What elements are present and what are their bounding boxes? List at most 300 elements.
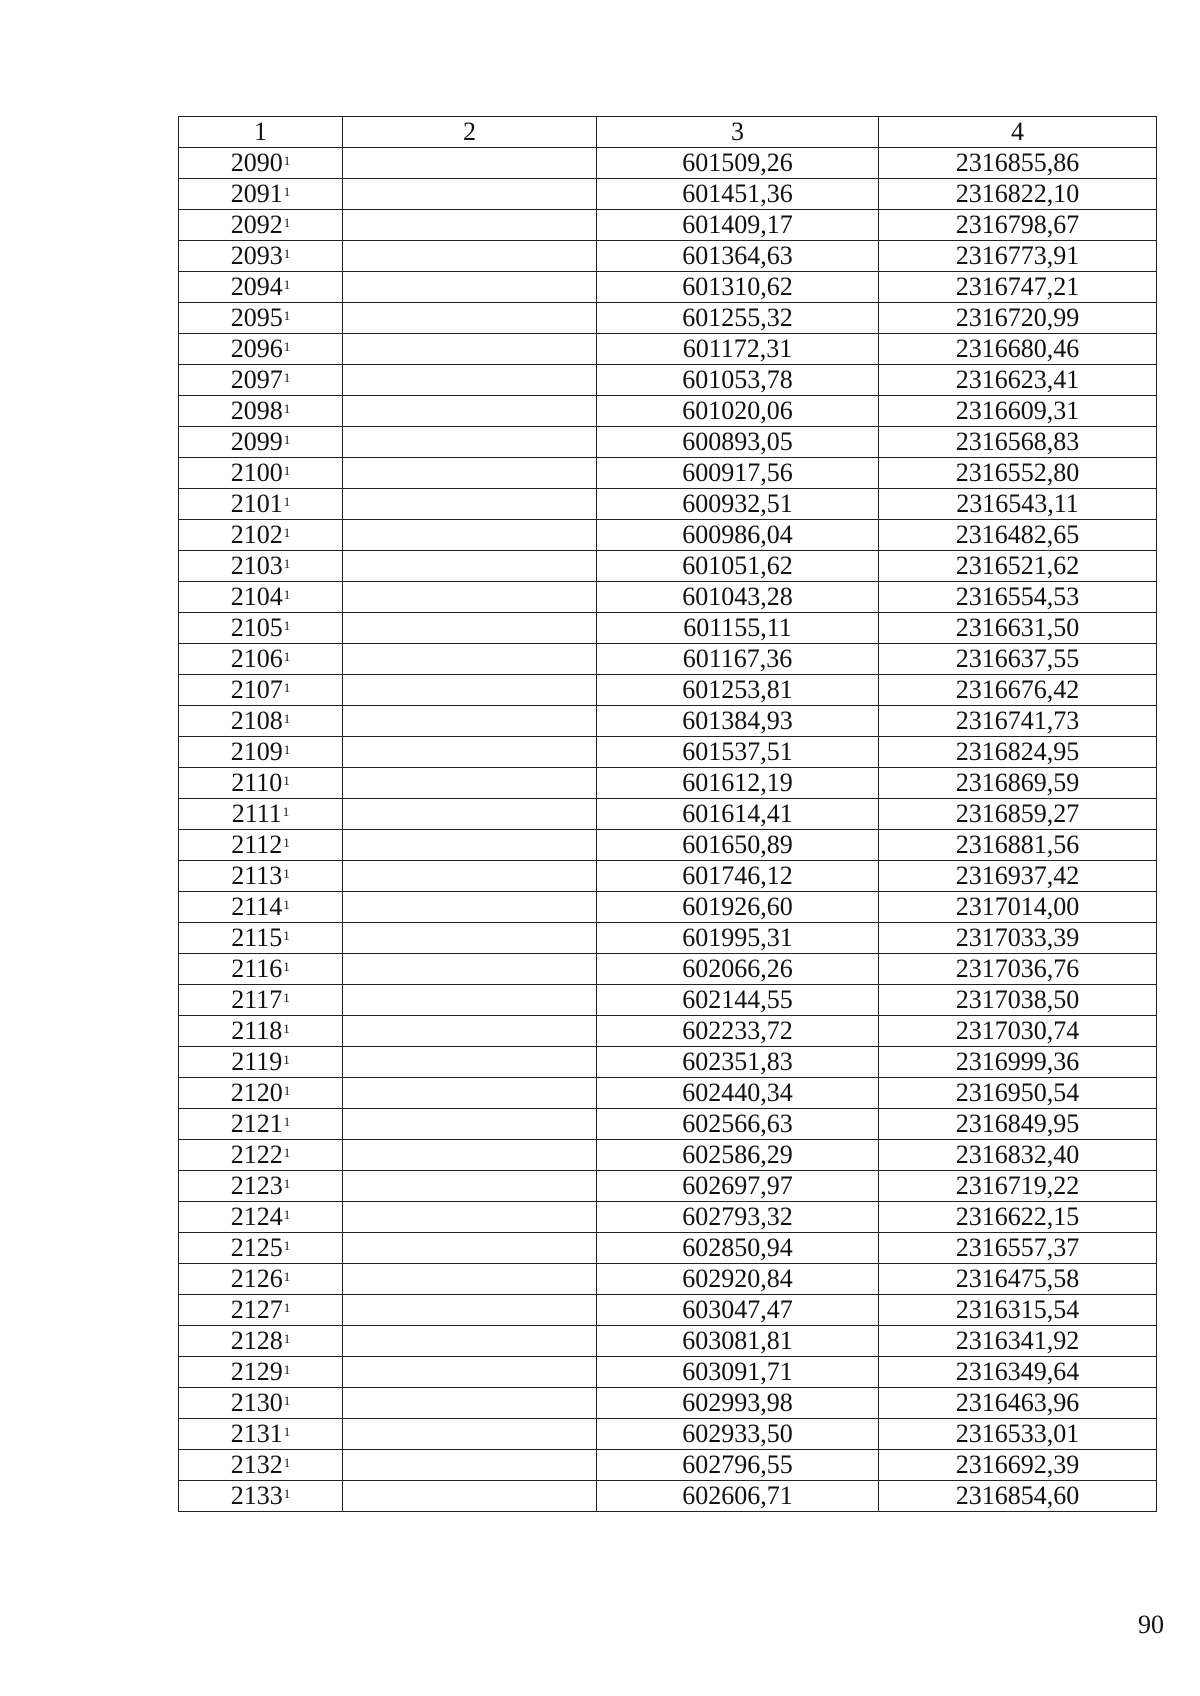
table-row: [179, 768, 1157, 799]
x-coordinate-cell: 602933,50: [597, 1419, 879, 1450]
point-number-superscript: 1: [283, 153, 291, 168]
point-number-superscript: 1: [283, 370, 291, 385]
y-coordinate-cell: 2316631,50: [879, 613, 1157, 644]
table-row: [179, 799, 1157, 830]
x-coordinate-cell: 602351,83: [597, 1047, 879, 1078]
point-number: 2109: [230, 737, 283, 766]
point-number-superscript: 1: [283, 1300, 291, 1315]
point-number: 2092: [230, 210, 283, 239]
point-number-cell: [179, 1078, 343, 1109]
column-2-cell: [343, 1450, 597, 1481]
table-row: [179, 241, 1157, 272]
column-header-3: 3: [597, 117, 879, 148]
table-row: [179, 272, 1157, 303]
point-number-superscript: 1: [283, 680, 291, 695]
table-row: [179, 830, 1157, 861]
column-2-cell: [343, 520, 597, 551]
table-row: [179, 1481, 1157, 1512]
column-2-cell: [343, 1326, 597, 1357]
y-coordinate-cell: 2316521,62: [879, 551, 1157, 582]
point-number: 2102: [230, 520, 283, 549]
table-row: [179, 861, 1157, 892]
y-coordinate-cell: 2316609,31: [879, 396, 1157, 427]
column-2-cell: [343, 830, 597, 861]
point-number-cell: [179, 396, 343, 427]
y-coordinate-cell: 2316824,95: [879, 737, 1157, 768]
table-row: [179, 1016, 1157, 1047]
point-number: 2132: [230, 1450, 283, 1479]
y-coordinate-cell: 2316741,73: [879, 706, 1157, 737]
table-row: [179, 303, 1157, 334]
point-number-superscript: 1: [283, 494, 291, 509]
point-number-cell: [179, 1388, 343, 1419]
column-2-cell: [343, 582, 597, 613]
point-number-cell: [179, 737, 343, 768]
y-coordinate-cell: 2316937,42: [879, 861, 1157, 892]
x-coordinate-cell: 602233,72: [597, 1016, 879, 1047]
point-number: 2100: [230, 458, 283, 487]
point-number: 2098: [230, 396, 283, 425]
point-number-cell: [179, 1202, 343, 1233]
column-2-cell: [343, 1171, 597, 1202]
table-row: [179, 1233, 1157, 1264]
x-coordinate-cell: 601509,26: [597, 148, 879, 179]
point-number: 2093: [230, 241, 283, 270]
point-number-superscript: 1: [283, 1021, 290, 1036]
y-coordinate-cell: 2316557,37: [879, 1233, 1157, 1264]
point-number-cell: [179, 1264, 343, 1295]
point-number-cell: [179, 1109, 343, 1140]
table-row: [179, 396, 1157, 427]
point-number: 2115: [231, 923, 283, 952]
table-row: [179, 1202, 1157, 1233]
y-coordinate-cell: 2316692,39: [879, 1450, 1157, 1481]
point-number-superscript: 1: [283, 246, 291, 261]
x-coordinate-cell: 600986,04: [597, 520, 879, 551]
column-2-cell: [343, 985, 597, 1016]
x-coordinate-cell: 601384,93: [597, 706, 879, 737]
column-2-cell: [343, 644, 597, 675]
x-coordinate-cell: 601746,12: [597, 861, 879, 892]
x-coordinate-cell: 602993,98: [597, 1388, 879, 1419]
column-2-cell: [343, 1140, 597, 1171]
point-number-superscript: 1: [283, 1424, 291, 1439]
point-number-superscript: 1: [283, 773, 290, 788]
column-2-cell: [343, 1295, 597, 1326]
table-row: [179, 706, 1157, 737]
x-coordinate-cell: 602606,71: [597, 1481, 879, 1512]
x-coordinate-cell: 601051,62: [597, 551, 879, 582]
table-row: [179, 334, 1157, 365]
x-coordinate-cell: 601537,51: [597, 737, 879, 768]
point-number: 2118: [231, 1016, 283, 1045]
y-coordinate-cell: 2316676,42: [879, 675, 1157, 706]
point-number-cell: [179, 799, 343, 830]
point-number-cell: [179, 861, 343, 892]
column-2-cell: [343, 334, 597, 365]
point-number-cell: [179, 1233, 343, 1264]
table-row: [179, 1326, 1157, 1357]
y-coordinate-cell: 2316859,27: [879, 799, 1157, 830]
column-2-cell: [343, 1419, 597, 1450]
point-number-cell: [179, 582, 343, 613]
column-header-4: 4: [879, 117, 1157, 148]
point-number-superscript: 1: [283, 866, 290, 881]
table-row: [179, 1450, 1157, 1481]
column-2-cell: [343, 1047, 597, 1078]
table-row: [179, 1140, 1157, 1171]
column-2-cell: [343, 1078, 597, 1109]
point-number-cell: [179, 923, 343, 954]
point-number-superscript: 1: [283, 742, 291, 757]
coordinates-table: [178, 116, 1157, 1512]
point-number-superscript: 1: [283, 587, 291, 602]
point-number-superscript: 1: [283, 928, 290, 943]
y-coordinate-cell: 2316552,80: [879, 458, 1157, 489]
x-coordinate-cell: 601364,63: [597, 241, 879, 272]
table-row: [179, 737, 1157, 768]
point-number-cell: [179, 179, 343, 210]
column-2-cell: [343, 179, 597, 210]
column-2-cell: [343, 396, 597, 427]
y-coordinate-cell: 2317033,39: [879, 923, 1157, 954]
point-number: 2123: [230, 1171, 283, 1200]
point-number-superscript: 1: [283, 463, 291, 478]
point-number-cell: [179, 334, 343, 365]
point-number: 2127: [230, 1295, 283, 1324]
y-coordinate-cell: 2316315,54: [879, 1295, 1157, 1326]
column-2-cell: [343, 737, 597, 768]
point-number-superscript: 1: [283, 618, 291, 633]
point-number: 2097: [230, 365, 283, 394]
column-2-cell: [343, 489, 597, 520]
x-coordinate-cell: 601612,19: [597, 768, 879, 799]
point-number: 2122: [230, 1140, 283, 1169]
y-coordinate-cell: 2316854,60: [879, 1481, 1157, 1512]
point-number-superscript: 1: [283, 1083, 291, 1098]
column-header-2: 2: [343, 117, 597, 148]
point-number: 2117: [231, 985, 283, 1014]
y-coordinate-cell: 2316881,56: [879, 830, 1157, 861]
x-coordinate-cell: 601253,81: [597, 675, 879, 706]
column-2-cell: [343, 861, 597, 892]
y-coordinate-cell: 2316463,96: [879, 1388, 1157, 1419]
x-coordinate-cell: 602920,84: [597, 1264, 879, 1295]
point-number-superscript: 1: [283, 1207, 291, 1222]
x-coordinate-cell: 602796,55: [597, 1450, 879, 1481]
table-row: [179, 985, 1157, 1016]
table-row: [179, 1295, 1157, 1326]
point-number-cell: [179, 706, 343, 737]
y-coordinate-cell: 2316773,91: [879, 241, 1157, 272]
table-row: [179, 892, 1157, 923]
point-number-cell: [179, 1450, 343, 1481]
point-number-superscript: 1: [283, 1455, 291, 1470]
point-number-cell: [179, 303, 343, 334]
point-number-superscript: 1: [283, 1486, 291, 1501]
point-number-cell: [179, 1016, 343, 1047]
y-coordinate-cell: 2316533,01: [879, 1419, 1157, 1450]
point-number-cell: [179, 458, 343, 489]
y-coordinate-cell: 2316832,40: [879, 1140, 1157, 1171]
column-2-cell: [343, 365, 597, 396]
column-2-cell: [343, 954, 597, 985]
point-number-cell: [179, 1140, 343, 1171]
column-2-cell: [343, 272, 597, 303]
point-number: 2126: [230, 1264, 283, 1293]
point-number: 2094: [230, 272, 283, 301]
x-coordinate-cell: 600893,05: [597, 427, 879, 458]
point-number: 2091: [230, 179, 283, 208]
x-coordinate-cell: 601409,17: [597, 210, 879, 241]
point-number: 2120: [230, 1078, 283, 1107]
x-coordinate-cell: 601310,62: [597, 272, 879, 303]
y-coordinate-cell: 2316543,11: [879, 489, 1157, 520]
point-number: 2099: [230, 427, 283, 456]
point-number-cell: [179, 272, 343, 303]
point-number-superscript: 1: [283, 339, 291, 354]
table-row: [179, 1047, 1157, 1078]
table-row: [179, 1388, 1157, 1419]
point-number-superscript: 1: [283, 1052, 290, 1067]
y-coordinate-cell: 2316341,92: [879, 1326, 1157, 1357]
point-number-superscript: 1: [283, 401, 291, 416]
header-row: [179, 117, 1157, 148]
column-2-cell: [343, 675, 597, 706]
point-number-superscript: 1: [283, 1176, 291, 1191]
point-number: 2111: [231, 799, 282, 828]
column-2-cell: [343, 768, 597, 799]
point-number-superscript: 1: [283, 525, 291, 540]
x-coordinate-cell: 601614,41: [597, 799, 879, 830]
x-coordinate-cell: 603081,81: [597, 1326, 879, 1357]
x-coordinate-cell: 602066,26: [597, 954, 879, 985]
point-number-superscript: 1: [283, 308, 291, 323]
column-2-cell: [343, 458, 597, 489]
point-number-cell: [179, 148, 343, 179]
y-coordinate-cell: 2316720,99: [879, 303, 1157, 334]
table-row: [179, 644, 1157, 675]
point-number: 2112: [231, 830, 283, 859]
column-2-cell: [343, 210, 597, 241]
x-coordinate-cell: 601167,36: [597, 644, 879, 675]
column-2-cell: [343, 1202, 597, 1233]
point-number-superscript: 1: [283, 990, 290, 1005]
point-number-superscript: 1: [283, 215, 291, 230]
table-row: [179, 458, 1157, 489]
point-number-superscript: 1: [283, 897, 290, 912]
x-coordinate-cell: 601020,06: [597, 396, 879, 427]
x-coordinate-cell: 601255,32: [597, 303, 879, 334]
point-number-cell: [179, 1295, 343, 1326]
point-number-superscript: 1: [283, 711, 291, 726]
table-row: [179, 520, 1157, 551]
table-row: [179, 1357, 1157, 1388]
point-number-cell: [179, 830, 343, 861]
y-coordinate-cell: 2316349,64: [879, 1357, 1157, 1388]
y-coordinate-cell: 2316637,55: [879, 644, 1157, 675]
point-number-cell: [179, 520, 343, 551]
column-2-cell: [343, 303, 597, 334]
table-row: [179, 489, 1157, 520]
x-coordinate-cell: 601650,89: [597, 830, 879, 861]
table-row: [179, 1109, 1157, 1140]
x-coordinate-cell: 602586,29: [597, 1140, 879, 1171]
y-coordinate-cell: 2317036,76: [879, 954, 1157, 985]
y-coordinate-cell: 2316482,65: [879, 520, 1157, 551]
table-row: [179, 1078, 1157, 1109]
y-coordinate-cell: 2316869,59: [879, 768, 1157, 799]
y-coordinate-cell: 2316950,54: [879, 1078, 1157, 1109]
column-2-cell: [343, 706, 597, 737]
point-number-cell: [179, 1357, 343, 1388]
table-row: [179, 210, 1157, 241]
column-2-cell: [343, 1016, 597, 1047]
point-number-superscript: 1: [283, 277, 291, 292]
y-coordinate-cell: 2317014,00: [879, 892, 1157, 923]
table-row: [179, 675, 1157, 706]
point-number-cell: [179, 985, 343, 1016]
point-number: 2131: [230, 1419, 283, 1448]
column-2-cell: [343, 1481, 597, 1512]
point-number-superscript: 1: [283, 556, 291, 571]
table-row: [179, 582, 1157, 613]
point-number: 2104: [230, 582, 283, 611]
x-coordinate-cell: 601155,11: [597, 613, 879, 644]
point-number: 2113: [231, 861, 283, 890]
point-number: 2125: [230, 1233, 283, 1262]
point-number-cell: [179, 1047, 343, 1078]
point-number-cell: [179, 551, 343, 582]
point-number: 2128: [230, 1326, 283, 1355]
x-coordinate-cell: 601451,36: [597, 179, 879, 210]
column-2-cell: [343, 1109, 597, 1140]
point-number-superscript: 1: [283, 432, 291, 447]
table-row: [179, 1419, 1157, 1450]
point-number: 2107: [230, 675, 283, 704]
table-row: [179, 613, 1157, 644]
y-coordinate-cell: 2316849,95: [879, 1109, 1157, 1140]
y-coordinate-cell: 2317030,74: [879, 1016, 1157, 1047]
point-number: 2130: [230, 1388, 283, 1417]
point-number-cell: [179, 644, 343, 675]
point-number-cell: [179, 365, 343, 396]
point-number-cell: [179, 892, 343, 923]
point-number-cell: [179, 768, 343, 799]
y-coordinate-cell: 2316622,15: [879, 1202, 1157, 1233]
y-coordinate-cell: 2316554,53: [879, 582, 1157, 613]
x-coordinate-cell: 601043,28: [597, 582, 879, 613]
point-number-cell: [179, 241, 343, 272]
y-coordinate-cell: 2316568,83: [879, 427, 1157, 458]
point-number-superscript: 1: [283, 1114, 291, 1129]
point-number-cell: [179, 1326, 343, 1357]
y-coordinate-cell: 2316747,21: [879, 272, 1157, 303]
table-row: [179, 365, 1157, 396]
point-number-cell: [179, 675, 343, 706]
point-number-superscript: 1: [282, 804, 290, 819]
column-2-cell: [343, 1357, 597, 1388]
point-number-superscript: 1: [283, 1269, 291, 1284]
x-coordinate-cell: 602793,32: [597, 1202, 879, 1233]
point-number: 2095: [230, 303, 283, 332]
table-header: [179, 117, 1157, 148]
point-number: 2101: [230, 489, 283, 518]
table-body: [179, 148, 1157, 1512]
x-coordinate-cell: 600932,51: [597, 489, 879, 520]
column-2-cell: [343, 613, 597, 644]
y-coordinate-cell: 2317038,50: [879, 985, 1157, 1016]
column-2-cell: [343, 1233, 597, 1264]
point-number-superscript: 1: [283, 1331, 291, 1346]
x-coordinate-cell: 603047,47: [597, 1295, 879, 1326]
table-row: [179, 179, 1157, 210]
page-number: 90: [1138, 1610, 1164, 1639]
y-coordinate-cell: 2316680,46: [879, 334, 1157, 365]
y-coordinate-cell: 2316798,67: [879, 210, 1157, 241]
y-coordinate-cell: 2316855,86: [879, 148, 1157, 179]
point-number-superscript: 1: [283, 1362, 291, 1377]
table-row: [179, 148, 1157, 179]
point-number-superscript: 1: [283, 649, 291, 664]
x-coordinate-cell: 602144,55: [597, 985, 879, 1016]
point-number: 2121: [230, 1109, 283, 1138]
point-number: 2133: [230, 1481, 283, 1510]
x-coordinate-cell: 600917,56: [597, 458, 879, 489]
point-number-cell: [179, 613, 343, 644]
point-number: 2129: [230, 1357, 283, 1386]
x-coordinate-cell: 601995,31: [597, 923, 879, 954]
point-number-cell: [179, 954, 343, 985]
x-coordinate-cell: 601053,78: [597, 365, 879, 396]
point-number-superscript: 1: [283, 835, 290, 850]
point-number-superscript: 1: [283, 1145, 291, 1160]
x-coordinate-cell: 602566,63: [597, 1109, 879, 1140]
point-number: 2103: [230, 551, 283, 580]
column-2-cell: [343, 427, 597, 458]
point-number: 2114: [231, 892, 283, 921]
point-number-cell: [179, 489, 343, 520]
y-coordinate-cell: 2316822,10: [879, 179, 1157, 210]
table-row: [179, 427, 1157, 458]
column-2-cell: [343, 551, 597, 582]
x-coordinate-cell: 602440,34: [597, 1078, 879, 1109]
point-number-cell: [179, 1171, 343, 1202]
y-coordinate-cell: 2316999,36: [879, 1047, 1157, 1078]
x-coordinate-cell: 603091,71: [597, 1357, 879, 1388]
y-coordinate-cell: 2316719,22: [879, 1171, 1157, 1202]
column-2-cell: [343, 923, 597, 954]
point-number-cell: [179, 1481, 343, 1512]
x-coordinate-cell: 601172,31: [597, 334, 879, 365]
point-number: 2124: [230, 1202, 283, 1231]
y-coordinate-cell: 2316623,41: [879, 365, 1157, 396]
table-row: [179, 1264, 1157, 1295]
point-number: 2090: [230, 148, 283, 177]
x-coordinate-cell: 602697,97: [597, 1171, 879, 1202]
point-number-cell: [179, 1419, 343, 1450]
point-number-superscript: 1: [283, 1238, 291, 1253]
point-number: 2108: [230, 706, 283, 735]
point-number: 2105: [230, 613, 283, 642]
table-row: [179, 1171, 1157, 1202]
column-2-cell: [343, 241, 597, 272]
point-number: 2106: [230, 644, 283, 673]
point-number: 2096: [230, 334, 283, 363]
point-number-cell: [179, 427, 343, 458]
point-number-superscript: 1: [283, 1393, 291, 1408]
table-row: [179, 551, 1157, 582]
